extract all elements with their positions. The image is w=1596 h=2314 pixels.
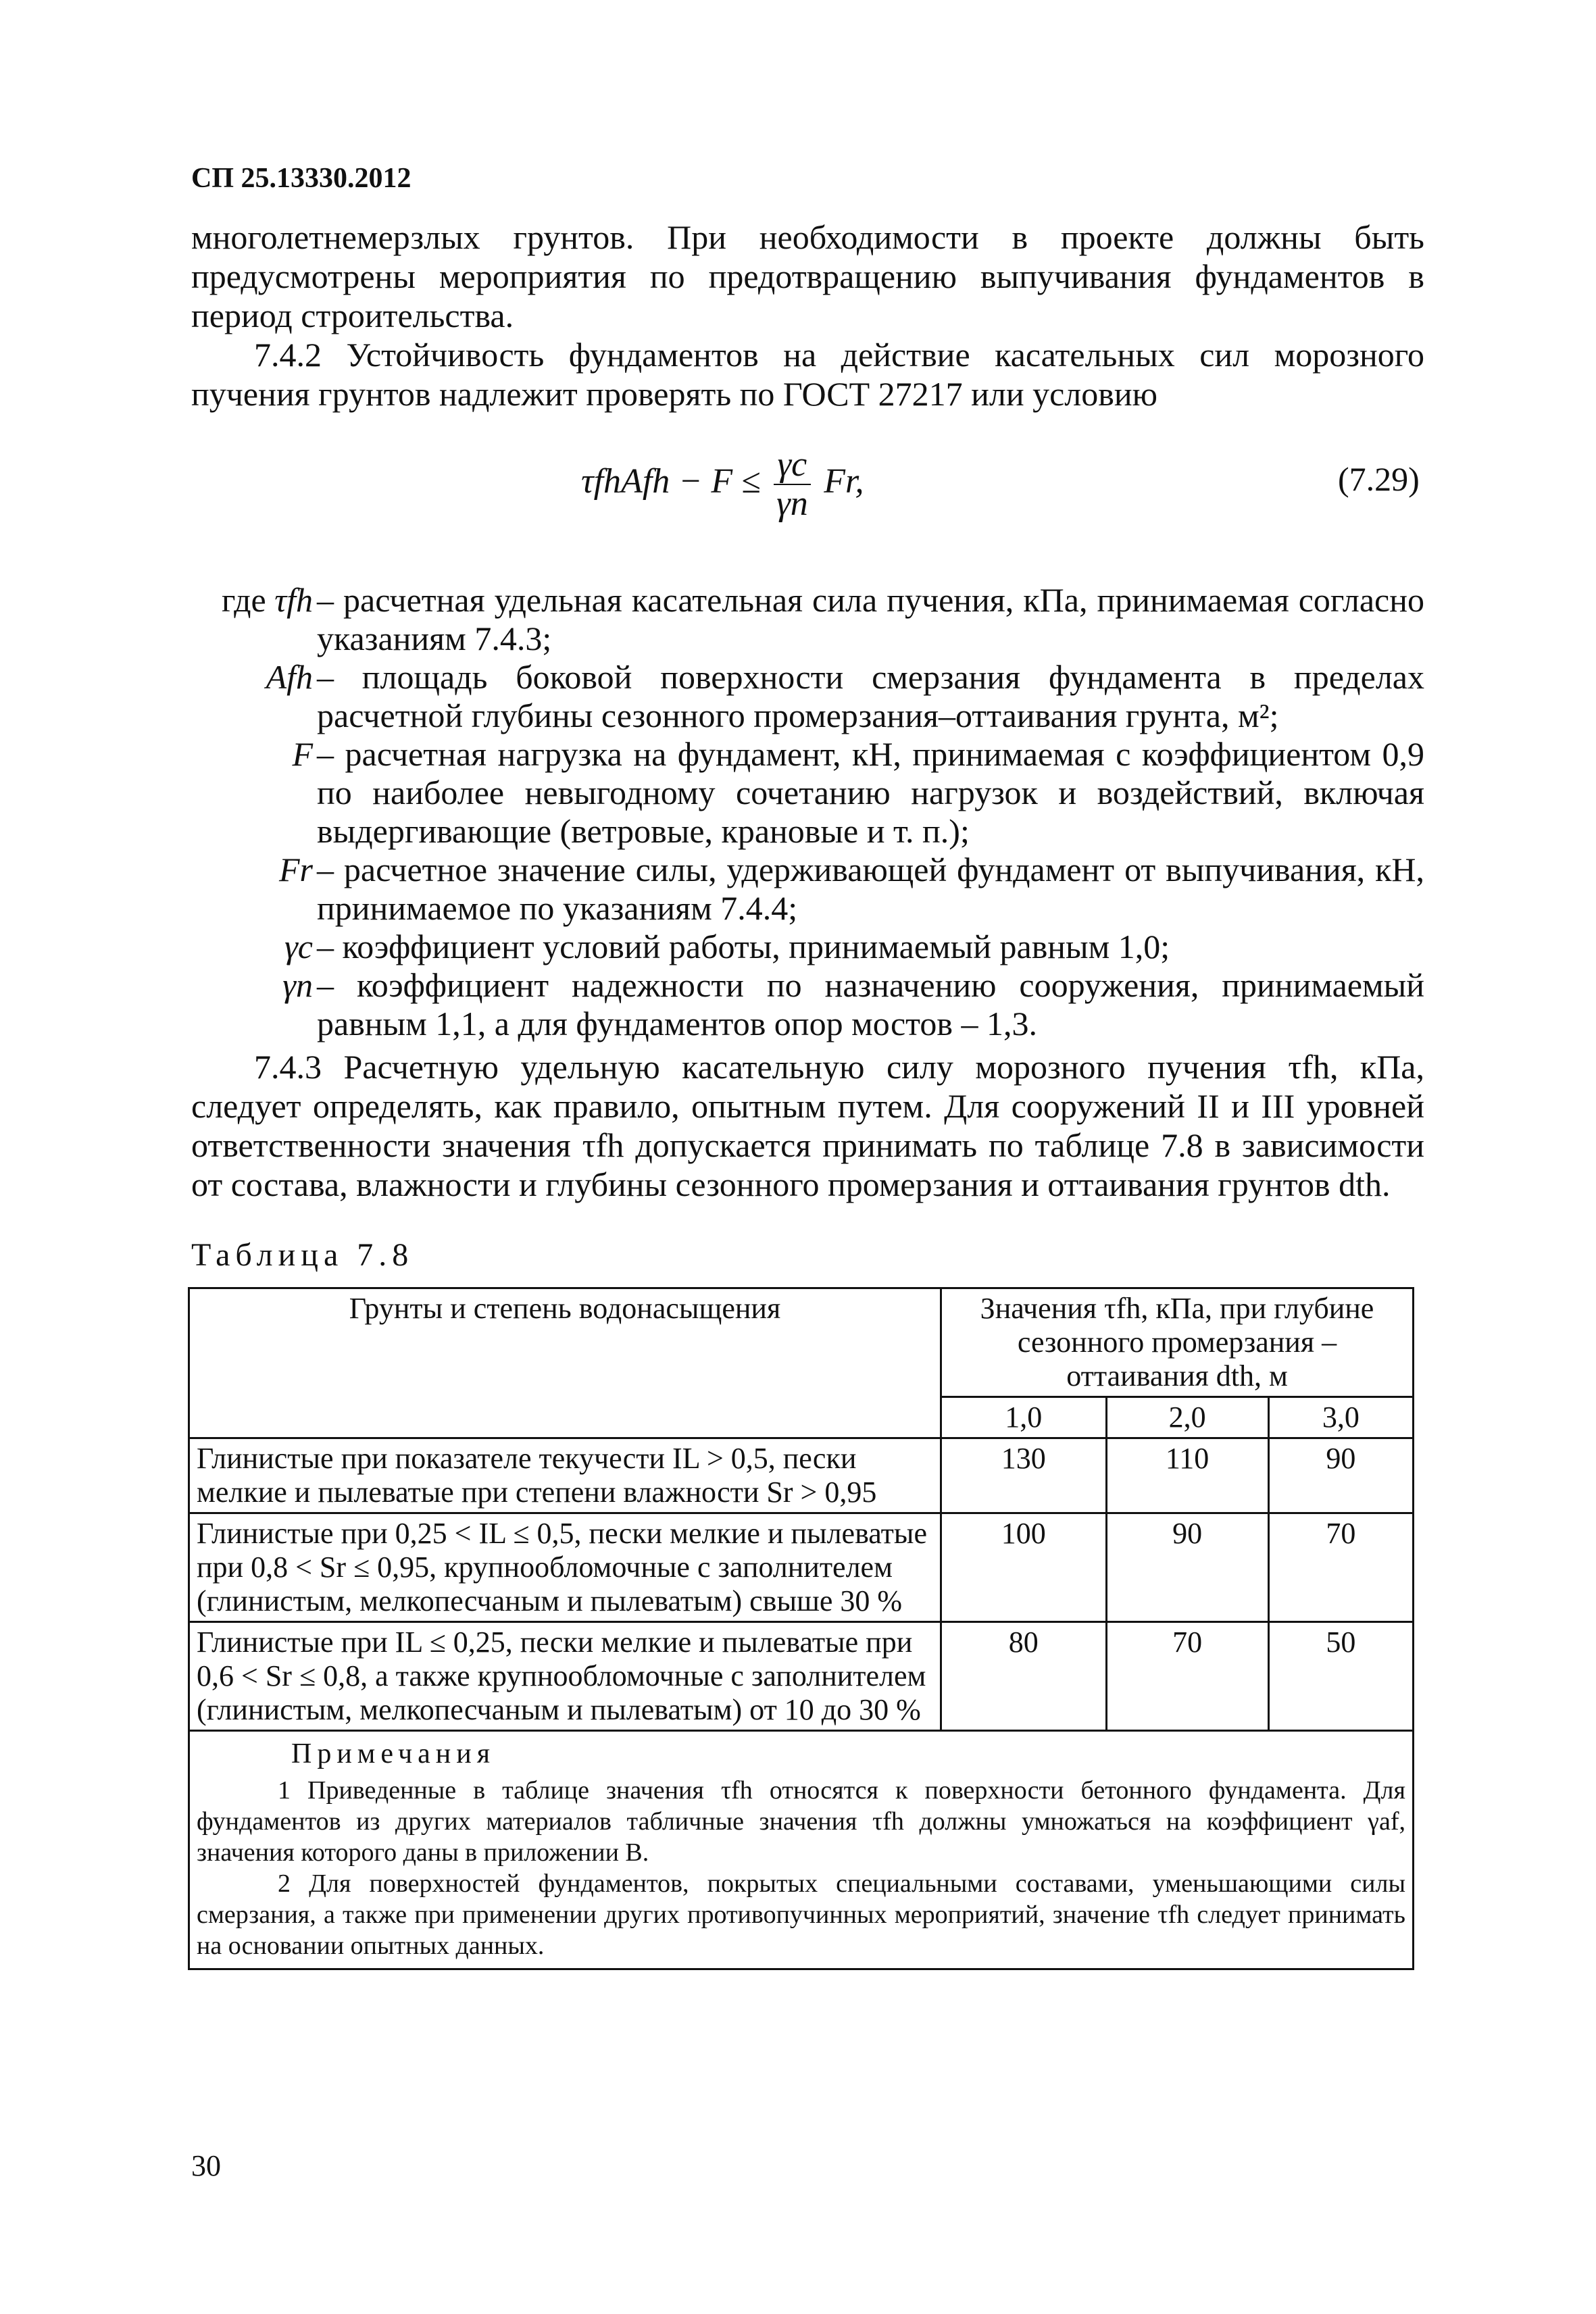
formula-numerator: γc bbox=[774, 446, 812, 485]
formula-7-29 bbox=[581, 446, 864, 523]
formula-rhs: Fr, bbox=[824, 461, 864, 501]
table-notes bbox=[189, 1731, 1414, 1969]
definition-text: – расчетная удельная касательная сила пучения, кПа, принимаемая согласно указаниям 7.4.3; bbox=[317, 581, 1424, 657]
definition-symbol: Afh bbox=[266, 658, 313, 696]
table-header-row bbox=[189, 1288, 1414, 1397]
formula-denominator: γn bbox=[776, 484, 808, 523]
value-cell: 50 bbox=[1268, 1622, 1413, 1731]
soil-cell: Глинистые при 0,25 < IL ≤ 0,5, пески мелкие и пылеватые при 0,8 < Sr ≤ 0,95, крупнообломочные с заполнителем (глинистым, мелкопесчаным и пылеватым) свыше 30 % bbox=[189, 1513, 941, 1622]
depth-header: 3,0 bbox=[1268, 1397, 1413, 1438]
value-cell: 90 bbox=[1106, 1513, 1268, 1622]
definition-symbol: Fr bbox=[279, 851, 313, 888]
definition-symbol: γc bbox=[284, 928, 313, 965]
symbol-definitions bbox=[191, 581, 1424, 1043]
soil-cell: Глинистые при показателе текучести IL > 0,5, пески мелкие и пылеватые при степени влажности Sr > 0,95 bbox=[189, 1438, 941, 1513]
definition-row bbox=[191, 581, 1424, 658]
paragraph-7-4-3: 7.4.3 Расчетную удельную касательную силу морозного пучения τfh, кПа, следует определять, как правило, опытным путем. Для сооружений II и III уровней ответственности значения τfh допускается принимать по таблице 7.8 в зависимости от состава, влажности и глубины сезонного промерзания и оттаивания грунтов dth. bbox=[191, 1048, 1424, 1203]
equation-number: (7.29) bbox=[1338, 460, 1420, 498]
column-header-soil: Грунты и степень водонасыщения bbox=[189, 1288, 941, 1438]
definition-row bbox=[191, 735, 1424, 851]
table-notes-row bbox=[189, 1731, 1414, 1969]
definition-row bbox=[191, 658, 1424, 735]
value-cell: 110 bbox=[1106, 1438, 1268, 1513]
document-code: СП 25.13330.2012 bbox=[191, 163, 412, 194]
paragraph-7-4-2: 7.4.2 Устойчивость фундаментов на действие касательных сил морозного пучения грунтов надлежит проверять по ГОСТ 27217 или условию bbox=[191, 336, 1424, 413]
value-cell: 90 bbox=[1268, 1438, 1413, 1513]
note-item: 2 Для поверхностей фундаментов, покрытых специальными составами, уменьшающими силы смерзания, а также при применении других противопучинных мероприятий, значение τfh следует принимать на основании опытных данных. bbox=[197, 1869, 1405, 1960]
definition-row bbox=[191, 851, 1424, 928]
where-prefix: где bbox=[222, 581, 266, 619]
definition-symbol: τfh bbox=[274, 581, 313, 619]
value-cell: 70 bbox=[1106, 1622, 1268, 1731]
table-caption: Таблица 7.8 bbox=[191, 1237, 414, 1273]
value-cell: 100 bbox=[941, 1513, 1107, 1622]
column-header-values: Значения τfh, кПа, при глубине сезонного промерзания – оттаивания dth, м bbox=[941, 1288, 1414, 1397]
paragraph-continuation: многолетнемерзлых грунтов. При необходимости в проекте должны быть предусмотрены мероприятия по предотвращению выпучивания фундаментов в период строительства. bbox=[191, 218, 1424, 334]
notes-title: Примечания bbox=[291, 1738, 496, 1769]
table-row bbox=[189, 1622, 1414, 1731]
formula-fraction bbox=[774, 446, 812, 523]
definition-text: – расчетное значение силы, удерживающей фундамент от выпучивания, кН, принимаемое по указаниям 7.4.4; bbox=[317, 851, 1424, 927]
table-row bbox=[189, 1513, 1414, 1622]
definition-text: – расчетная нагрузка на фундамент, кН, принимаемая с коэффициентом 0,9 по наиболее невыгодному сочетанию нагрузок и воздействий, включая выдергивающие (ветровые, крановые и т. п.); bbox=[317, 735, 1424, 850]
value-cell: 80 bbox=[941, 1622, 1107, 1731]
value-cell: 130 bbox=[941, 1438, 1107, 1513]
definition-row bbox=[191, 966, 1424, 1043]
value-cell: 70 bbox=[1268, 1513, 1413, 1622]
table-row bbox=[189, 1438, 1414, 1513]
page-number: 30 bbox=[191, 2149, 221, 2182]
definition-symbol: γn bbox=[282, 966, 313, 1004]
definition-row bbox=[191, 928, 1424, 966]
definition-text: – коэффициент условий работы, принимаемый равным 1,0; bbox=[317, 928, 1170, 965]
definition-text: – площадь боковой поверхности смерзания фундамента в пределах расчетной глубины сезонного промерзания–оттаивания грунта, м²; bbox=[317, 658, 1424, 734]
depth-header: 2,0 bbox=[1106, 1397, 1268, 1438]
depth-header: 1,0 bbox=[941, 1397, 1107, 1438]
soil-cell: Глинистые при IL ≤ 0,25, пески мелкие и пылеватые при 0,6 < Sr ≤ 0,8, а также крупнообломочные с заполнителем (глинистым, мелкопесчаным и пылеватым) от 10 до 30 % bbox=[189, 1622, 941, 1731]
note-item: 1 Приведенные в таблице значения τfh относятся к поверхности бетонного фундамента. Для фундаментов из других материалов табличные значения τfh должны умножаться на коэффициент γaf, значения которого даны в приложении В. bbox=[197, 1776, 1405, 1867]
formula-lhs: τfhAfh − F ≤ bbox=[581, 461, 761, 501]
definition-symbol: F bbox=[292, 735, 313, 773]
definition-text: – коэффициент надежности по назначению сооружения, принимаемый равным 1,1, а для фундаментов опор мостов – 1,3. bbox=[317, 966, 1424, 1042]
table-7-8 bbox=[188, 1287, 1414, 1970]
